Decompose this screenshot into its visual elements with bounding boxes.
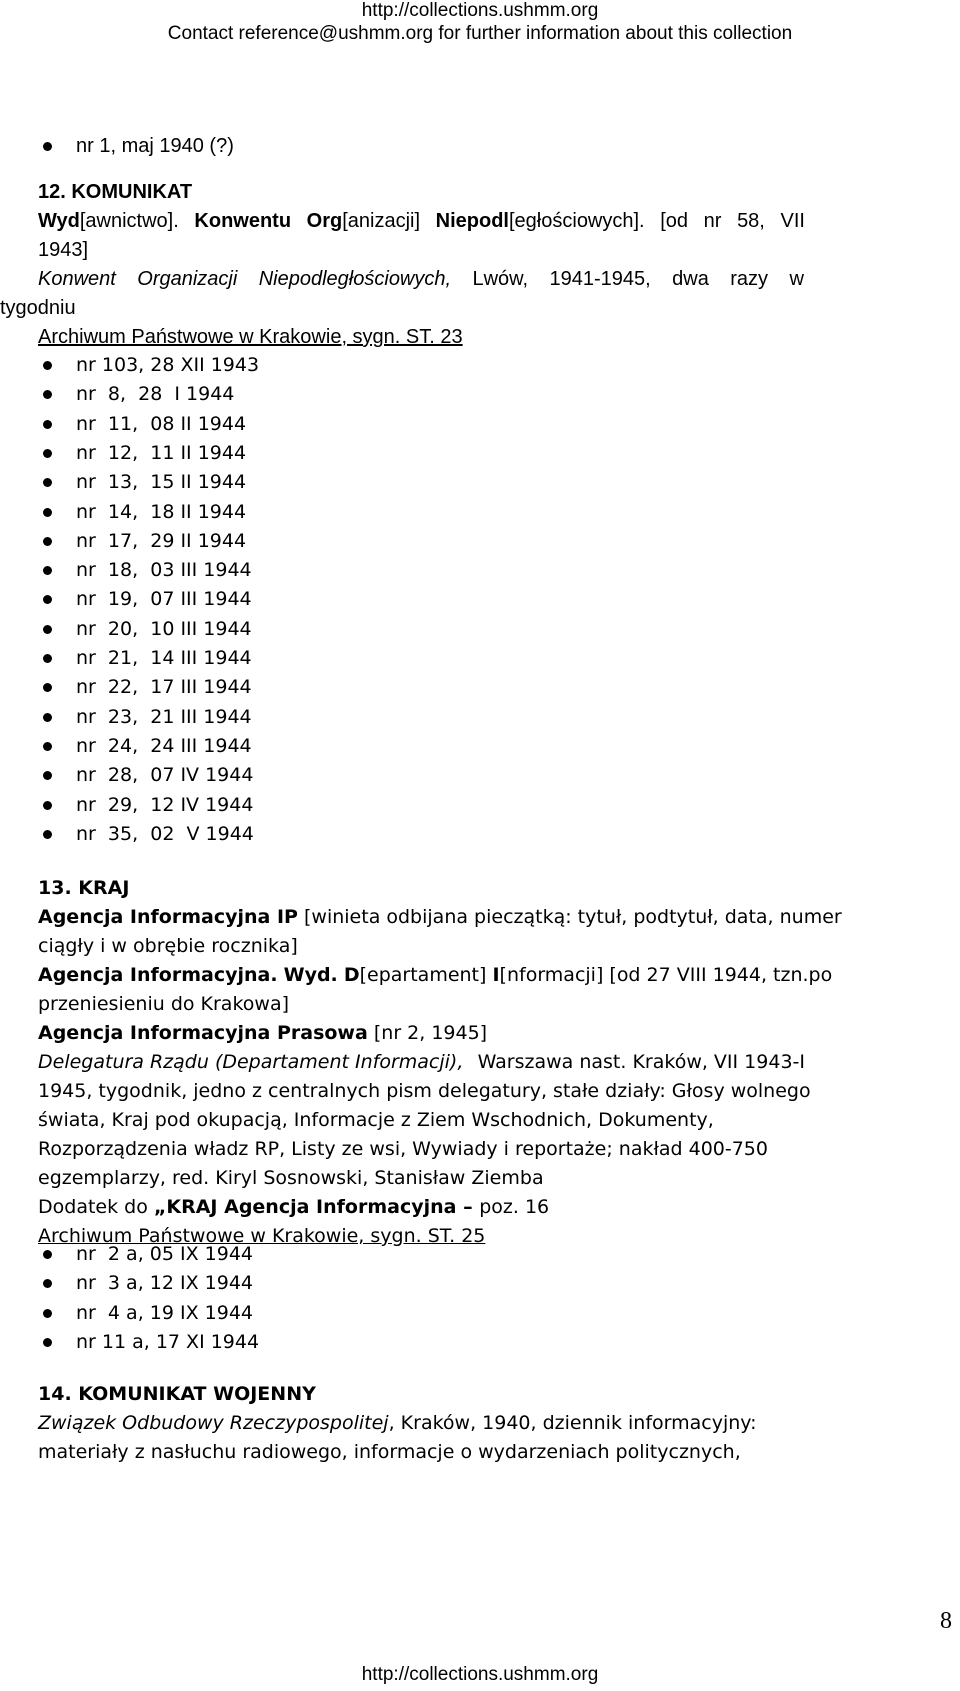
- bullet-icon: [43, 625, 52, 634]
- archive-reference: Archiwum Państwowe w Krakowie, sygn. ST. 25: [38, 1225, 486, 1247]
- list-item: nr 21, 14 III 1944: [76, 647, 252, 669]
- section-12-text: 1943]: [38, 239, 89, 261]
- bullet-icon: [43, 742, 52, 751]
- section-13-text: przeniesieniu do Krakowa]: [38, 993, 289, 1015]
- section-13-title-line: Agencja Informacyjna IP [winieta odbijana pieczątką: tytuł, podtytuł, data, numer: [38, 906, 842, 928]
- footer-url: http://collections.ushmm.org: [361, 1664, 599, 1685]
- bullet-icon: [43, 1338, 52, 1347]
- list-item: nr 11, 08 II 1944: [76, 412, 247, 435]
- list-item: nr 24, 24 III 1944: [76, 734, 252, 757]
- section-heading-13: 13. KRAJ: [38, 877, 130, 899]
- list-item: nr 2 a, 05 IX 1944: [76, 1243, 254, 1265]
- bullet-icon: [43, 1250, 52, 1259]
- bullet-icon: [43, 595, 52, 604]
- section-13-text: 1945, tygodnik, jedno z centralnych pism delegatury, stałe działy: Głosy wolnego: [38, 1080, 811, 1102]
- section-14-description: Związek Odbudowy Rzeczypospolitej, Kraków, 1940, dziennik informacyjny:: [38, 1412, 757, 1434]
- section-13-text: świata, Kraj pod okupacją, Informacje z Ziem Wschodnich, Dokumenty,: [38, 1109, 714, 1131]
- archive-reference: Archiwum Państwowe w Krakowie, sygn. ST. 23: [38, 326, 463, 348]
- section-12-publisher-line: Wyd[awnictwo]. Konwentu Org[anizacji] Niepodl[egłościowych]. [od nr 58, VII: [38, 210, 805, 232]
- section-13-text: ciągły i w obrębie rocznika]: [38, 935, 298, 957]
- section-heading-14: 14. KOMUNIKAT WOJENNY: [38, 1383, 316, 1405]
- list-item: nr 35, 02 V 1944: [76, 822, 254, 845]
- section-13-text: egzemplarzy, red. Kiryl Sosnowski, Stanisław Ziemba: [38, 1167, 544, 1189]
- list-item: nr 103, 28 XII 1943: [76, 354, 260, 376]
- header-contact: Contact reference@ushmm.org for further information about this collection: [167, 23, 793, 44]
- header-url: http://collections.ushmm.org: [361, 0, 599, 21]
- section-13-text: Rozporządzenia władz RP, Listy ze wsi, Wywiady i reportaże; nakład 400-750: [38, 1138, 768, 1160]
- bullet-icon: [43, 508, 52, 517]
- list-item: nr 19, 07 III 1944: [76, 588, 252, 611]
- bullet-icon: [43, 420, 52, 429]
- section-13-supplement-line: Dodatek do „KRAJ Agencja Informacyjna – poz. 16: [38, 1196, 550, 1218]
- bullet-icon: [43, 449, 52, 458]
- bullet-icon: [43, 361, 52, 370]
- list-item: nr 14, 18 II 1944: [76, 500, 247, 523]
- list-item: nr 18, 03 III 1944: [76, 559, 252, 582]
- section-13-title-line: Agencja Informacyjna Prasowa [nr 2, 1945]: [38, 1022, 488, 1044]
- section-13-description: Delegatura Rządu (Departament Informacji), Warszawa nast. Kraków, VII 1943-I: [38, 1051, 805, 1073]
- bullet-icon: [43, 683, 52, 692]
- bullet-icon: [43, 830, 52, 839]
- bullet-icon: [43, 654, 52, 663]
- bullet-icon: [43, 771, 52, 780]
- list-item: nr 20, 10 III 1944: [76, 617, 252, 640]
- bullet-icon: [43, 478, 52, 487]
- list-item: nr 12, 11 II 1944: [76, 441, 247, 464]
- list-item: nr 4 a, 19 IX 1944: [76, 1301, 254, 1324]
- list-item: nr 28, 07 IV 1944: [76, 764, 254, 787]
- list-item: nr 1, maj 1940 (?): [76, 135, 234, 157]
- list-item: nr 23, 21 III 1944: [76, 705, 252, 728]
- bullet-icon: [43, 566, 52, 575]
- bullet-icon: [43, 801, 52, 810]
- section-13-publisher-line: Agencja Informacyjna. Wyd. D[epartament] I[nformacji] [od 27 VIII 1944, tzn. po: [38, 964, 833, 986]
- list-item: nr 22, 17 III 1944: [76, 676, 252, 699]
- bullet-icon: [43, 1309, 52, 1318]
- list-item: nr 8, 28 I 1944: [76, 383, 235, 406]
- section-heading-12: 12. KOMUNIKAT: [38, 181, 193, 203]
- list-item: nr 3 a, 12 IX 1944: [76, 1272, 254, 1295]
- bullet-icon: [43, 142, 52, 151]
- list-item: nr 11 a, 17 XI 1944: [76, 1330, 260, 1353]
- section-12-description: Konwent Organizacji Niepodległościowych, Lwów, 1941-1945, dwa razy w: [38, 268, 804, 290]
- bullet-icon: [43, 390, 52, 399]
- page-number: 8: [940, 1608, 952, 1634]
- section-12-text: tygodniu: [0, 297, 76, 319]
- list-item: nr 29, 12 IV 1944: [76, 793, 254, 816]
- bullet-icon: [43, 537, 52, 546]
- bullet-icon: [43, 1279, 52, 1288]
- list-item: nr 17, 29 II 1944: [76, 529, 247, 552]
- section-14-text: materiały z nasłuchu radiowego, informacje o wydarzeniach politycznych,: [38, 1441, 741, 1463]
- list-item: nr 13, 15 II 1944: [76, 471, 247, 494]
- bullet-icon: [43, 713, 52, 722]
